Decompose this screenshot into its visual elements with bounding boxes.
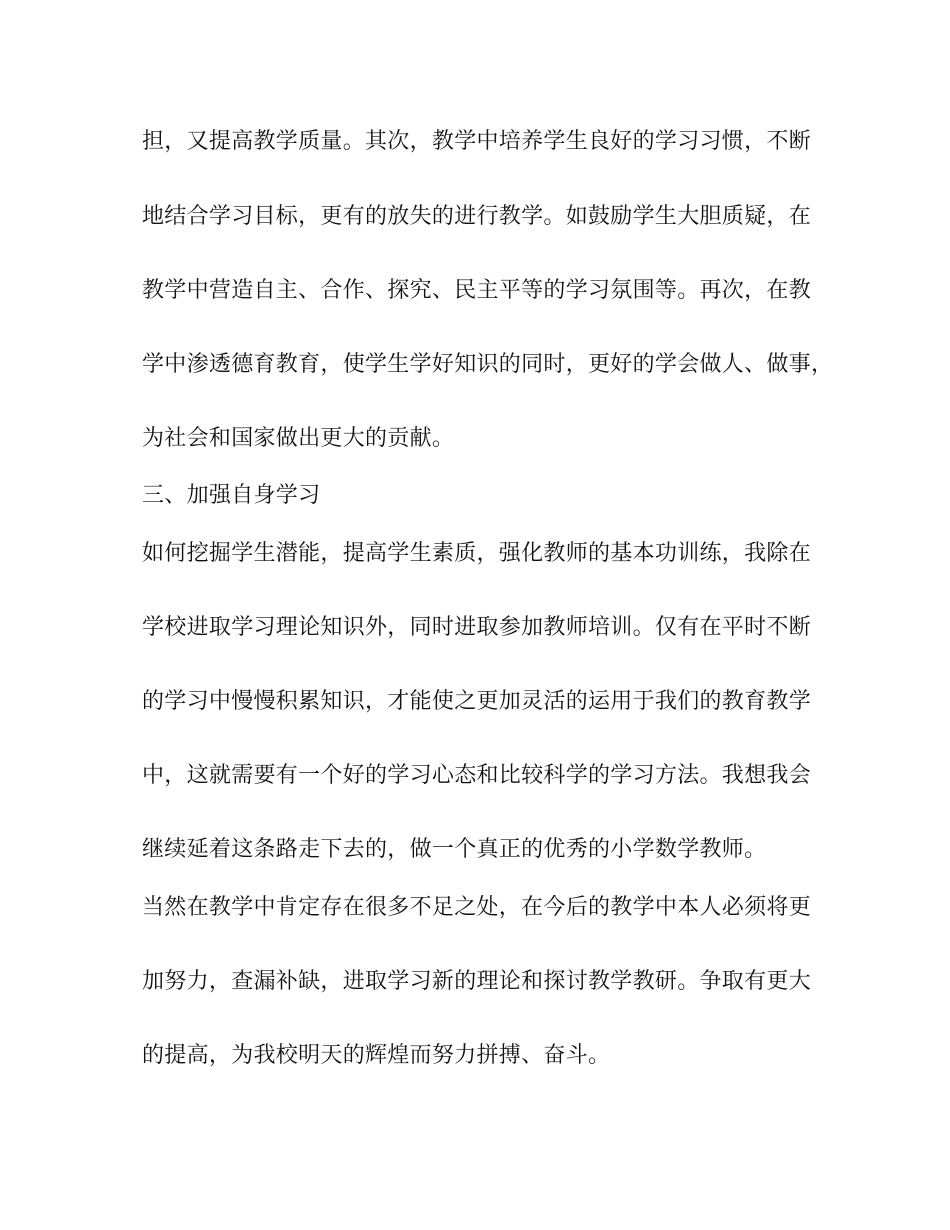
paragraph-line: 学校进取学习理论知识外，同时进取参加教师培训。仅有在平时不断: [142, 615, 812, 640]
paragraph-line: 的学习中慢慢积累知识，才能使之更加灵活的运用于我们的教育教学: [142, 689, 812, 714]
paragraph-line: 为社会和国家做出更大的贡献。: [142, 426, 455, 451]
paragraph-line: 继续延着这条路走下去的，做一个真正的优秀的小学数学教师。: [142, 837, 767, 862]
paragraph-line: 教学中营造自主、合作、探究、民主平等的学习氛围等。再次，在教: [142, 278, 812, 303]
paragraph-line: 当然在教学中肯定存在很多不足之处，在今后的教学中本人必须将更: [142, 895, 812, 920]
paragraph-line: 的提高，为我校明天的辉煌而努力拼搏、奋斗。: [142, 1043, 611, 1068]
paragraph-line: 如何挖掘学生潜能，提高学生素质，强化教师的基本功训练，我除在: [142, 541, 812, 566]
paragraph-line: 担，又提高教学质量。其次，教学中培养学生良好的学习习惯，不断: [142, 129, 812, 154]
paragraph-line: 加努力，查漏补缺，进取学习新的理论和探讨教学教研。争取有更大: [142, 969, 812, 994]
section-heading: 三、加强自身学习: [142, 483, 321, 508]
paragraph-line: 中，这就需要有一个好的学习心态和比较科学的学习方法。我想我会: [142, 763, 812, 788]
paragraph-line: 地结合学习目标，更有的放失的进行教学。如鼓励学生大胆质疑，在: [142, 204, 812, 229]
paragraph-line: 学中渗透德育教育，使学生学好知识的同时，更好的学会做人、做事，: [142, 352, 834, 377]
